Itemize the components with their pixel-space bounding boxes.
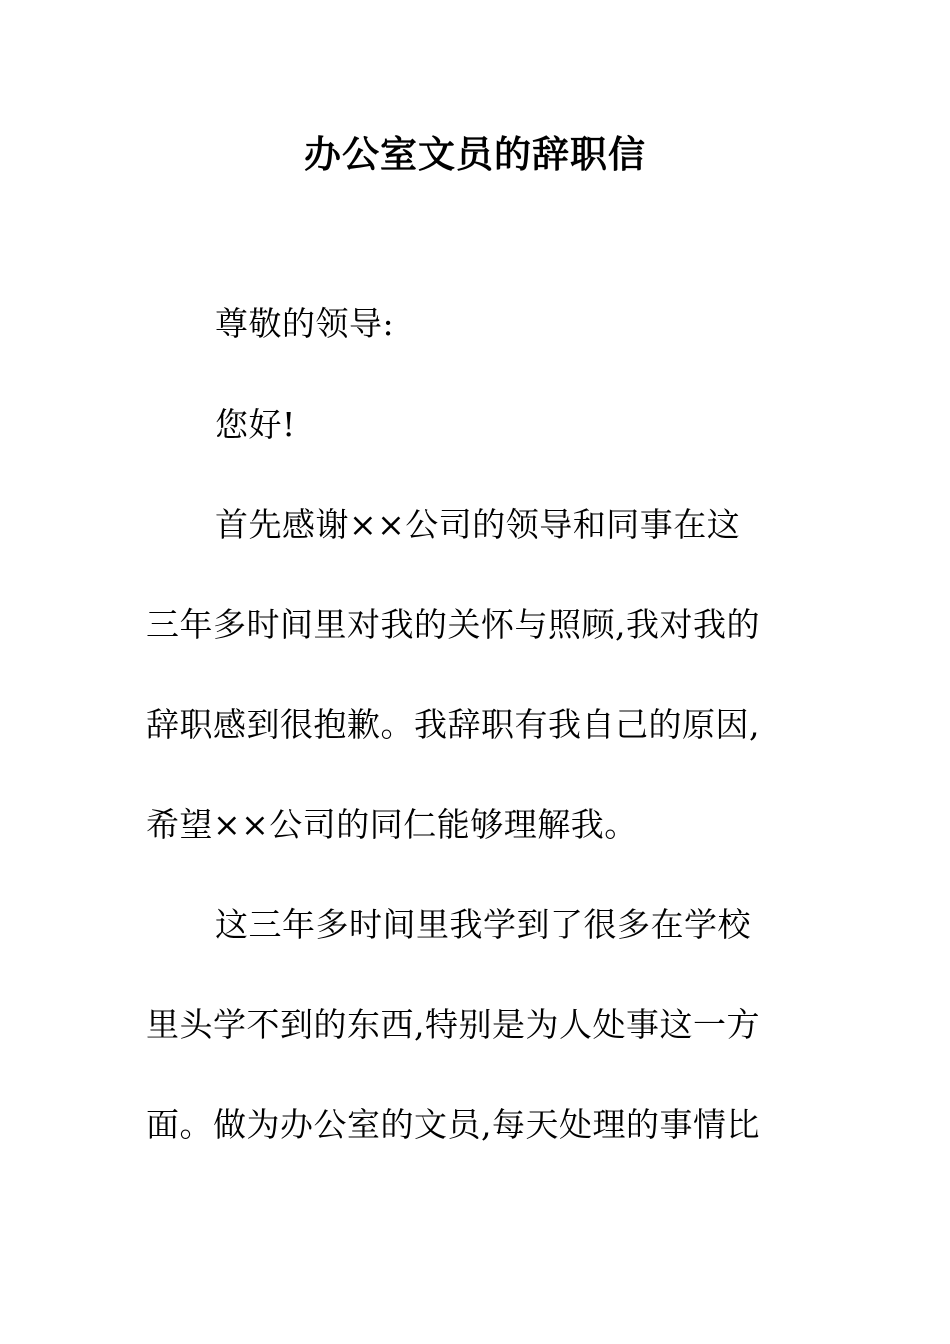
body-line: 希望××公司的同仁能够理解我。: [146, 805, 638, 844]
document-title: 办公室文员的辞职信: [304, 132, 646, 176]
body-line: 面。做为办公室的文员,每天处理的事情比: [146, 1105, 760, 1144]
body-line: 这三年多时间里我学到了很多在学校: [215, 905, 751, 944]
body-line: 首先感谢××公司的领导和同事在这: [215, 505, 741, 544]
body-line: 辞职感到很抱歉。我辞职有我自己的原因,: [146, 705, 760, 744]
body-line: 三年多时间里对我的关怀与照顾,我对我的: [146, 605, 760, 644]
salutation-line: 尊敬的领导:: [215, 304, 395, 343]
greeting-line: 您好!: [215, 405, 296, 444]
body-line: 里头学不到的东西,特别是为人处事这一方: [146, 1005, 760, 1044]
